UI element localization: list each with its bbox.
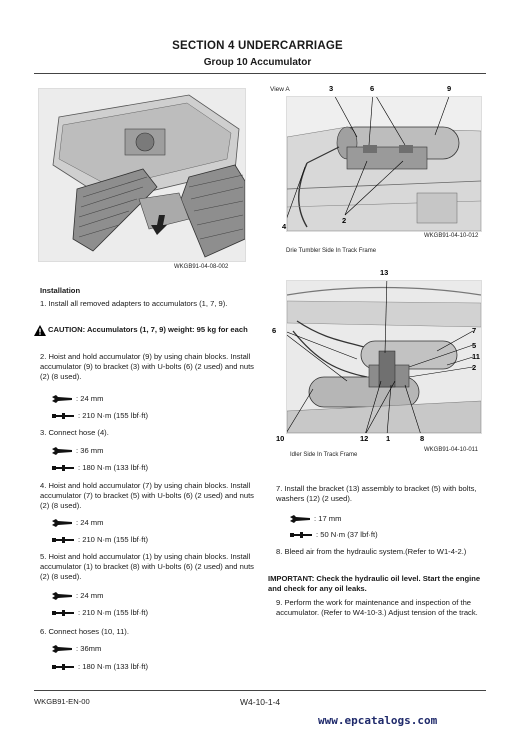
torque-value: : 180 N·m (133 lbf·ft) <box>78 662 149 671</box>
torque-value: : 210 N·m (155 lbf·ft) <box>78 535 149 544</box>
torque-value: : 50 N·m (37 lbf·ft) <box>316 530 378 539</box>
important-text: Check the hydraulic oil level. Start the engine and check for any oil leaks. <box>268 574 481 593</box>
step-3-torque <box>52 463 148 472</box>
callout-6b: 6 <box>272 326 277 335</box>
doc-code: WKGB91-EN-00 <box>34 697 90 706</box>
callout-8: 8 <box>420 434 425 443</box>
callout-6: 6 <box>370 84 375 93</box>
caution-block <box>34 325 254 335</box>
idler-side-figure <box>286 280 482 434</box>
torque-wrench-icon <box>52 663 74 671</box>
footer-rule <box>34 690 486 691</box>
callout-7: 7 <box>472 326 477 335</box>
step-4: 4. Hoist and hold accumulator (7) by using chain blocks. Install accumulator (7) to bracket (5) with U-bolts (6) (2 used) and nuts (2) (8 used). <box>40 481 254 510</box>
wrench-icon <box>52 592 72 600</box>
step-5-wrench <box>52 591 103 600</box>
drive-tumbler-figure-code: WKGB91-04-10-012 <box>424 233 479 239</box>
drive-tumbler-figure <box>286 96 482 232</box>
step-3: 3. Connect hose (4). <box>40 428 109 437</box>
section-title: SECTION 4 UNDERCARRIAGE <box>172 40 343 52</box>
important-note <box>268 574 482 594</box>
important-label: IMPORTANT: <box>268 574 315 583</box>
left-figure-caption: WKGB91-04-08-002 <box>174 264 229 270</box>
callout-2b: 2 <box>472 363 477 372</box>
step-8: 8. Bleed air from the hydraulic system.(Refer to W1-4-2.) <box>276 547 467 556</box>
group-title: Group 10 Accumulator <box>203 57 312 68</box>
step-6-torque <box>52 662 148 671</box>
callout-9: 9 <box>447 84 452 93</box>
step-6: 6. Connect hoses (10, 11). <box>40 627 129 636</box>
step-2-wrench <box>52 394 103 403</box>
wrench-icon <box>52 395 72 403</box>
step-5-torque <box>52 608 148 617</box>
view-a-label: View A <box>270 86 290 93</box>
idler-side-figure-code: WKGB91-04-10-011 <box>424 447 478 453</box>
callout-3: 3 <box>329 84 334 93</box>
wrench-icon <box>52 447 72 455</box>
callout-2: 2 <box>342 216 347 225</box>
wrench-size: : 36 mm <box>76 446 104 455</box>
torque-value: : 210 N·m (155 lbf·ft) <box>78 608 149 617</box>
callout-10: 10 <box>276 434 285 443</box>
wrench-icon <box>290 515 310 523</box>
header-rule <box>34 73 486 74</box>
page-number: W4-10-1-4 <box>240 697 281 707</box>
torque-wrench-icon <box>52 464 74 472</box>
step-5: 5. Hoist and hold accumulator (1) by using chain blocks. Install accumulator (1) to bracket (8) with U-bolts (6) (2 used) and nuts (2) (8 used). <box>40 552 254 581</box>
step-7: 7. Install the bracket (13) assembly to bracket (5) with bolts, washers (12) (2 used). <box>276 484 477 503</box>
idler-side-label: Idler Side In Track Frame <box>290 452 358 458</box>
step-7-torque <box>290 530 378 539</box>
callout-12: 12 <box>360 434 369 443</box>
wrench-size: : 24 mm <box>76 518 104 527</box>
torque-value: : 180 N·m (133 lbf·ft) <box>78 463 149 472</box>
callout-4: 4 <box>282 222 287 231</box>
undercarriage-figure <box>38 88 246 262</box>
watermark: www.epcatalogs.com <box>318 714 438 727</box>
step-9: 9. Perform the work for maintenance and inspection of the accumulator. (Refer to W4-10-3.) Adjust tension of the track. <box>276 598 478 617</box>
step-3-wrench <box>52 446 103 455</box>
step-7-wrench <box>290 514 341 523</box>
torque-wrench-icon <box>290 531 312 539</box>
callout-1: 1 <box>386 434 391 443</box>
callout-13: 13 <box>380 268 389 277</box>
step-2: 2. Hoist and hold accumulator (9) by using chain blocks. Install accumulator (9) to bracket (3) with U-bolts (6) (2 used) and nuts (2) (8 used). <box>40 352 254 381</box>
wrench-size: : 17 mm <box>314 514 342 523</box>
wrench-size: : 24 mm <box>76 591 104 600</box>
wrench-size: : 36mm <box>76 644 102 653</box>
torque-wrench-icon <box>52 536 74 544</box>
step-2-torque <box>52 411 148 420</box>
step-4-torque <box>52 535 148 544</box>
wrench-size: : 24 mm <box>76 394 104 403</box>
step-6-wrench <box>52 644 101 653</box>
step-1: 1. Install all removed adapters to accumulators (1, 7, 9). <box>40 299 228 308</box>
warning-icon <box>34 325 46 336</box>
caution-label: CAUTION: <box>48 325 86 334</box>
drive-tumbler-side-label: Drie Tumbler Side In Track Frame <box>286 248 377 254</box>
step-4-wrench <box>52 518 103 527</box>
wrench-icon <box>52 519 72 527</box>
callout-5: 5 <box>472 341 477 350</box>
caution-text: Accumulators (1, 7, 9) weight: 95 kg for each <box>86 325 248 334</box>
wrench-icon <box>52 645 72 653</box>
installation-heading: Installation <box>40 286 81 295</box>
torque-wrench-icon <box>52 412 74 420</box>
callout-11: 11 <box>472 352 480 361</box>
torque-wrench-icon <box>52 609 74 617</box>
torque-value: : 210 N·m (155 lbf·ft) <box>78 411 149 420</box>
